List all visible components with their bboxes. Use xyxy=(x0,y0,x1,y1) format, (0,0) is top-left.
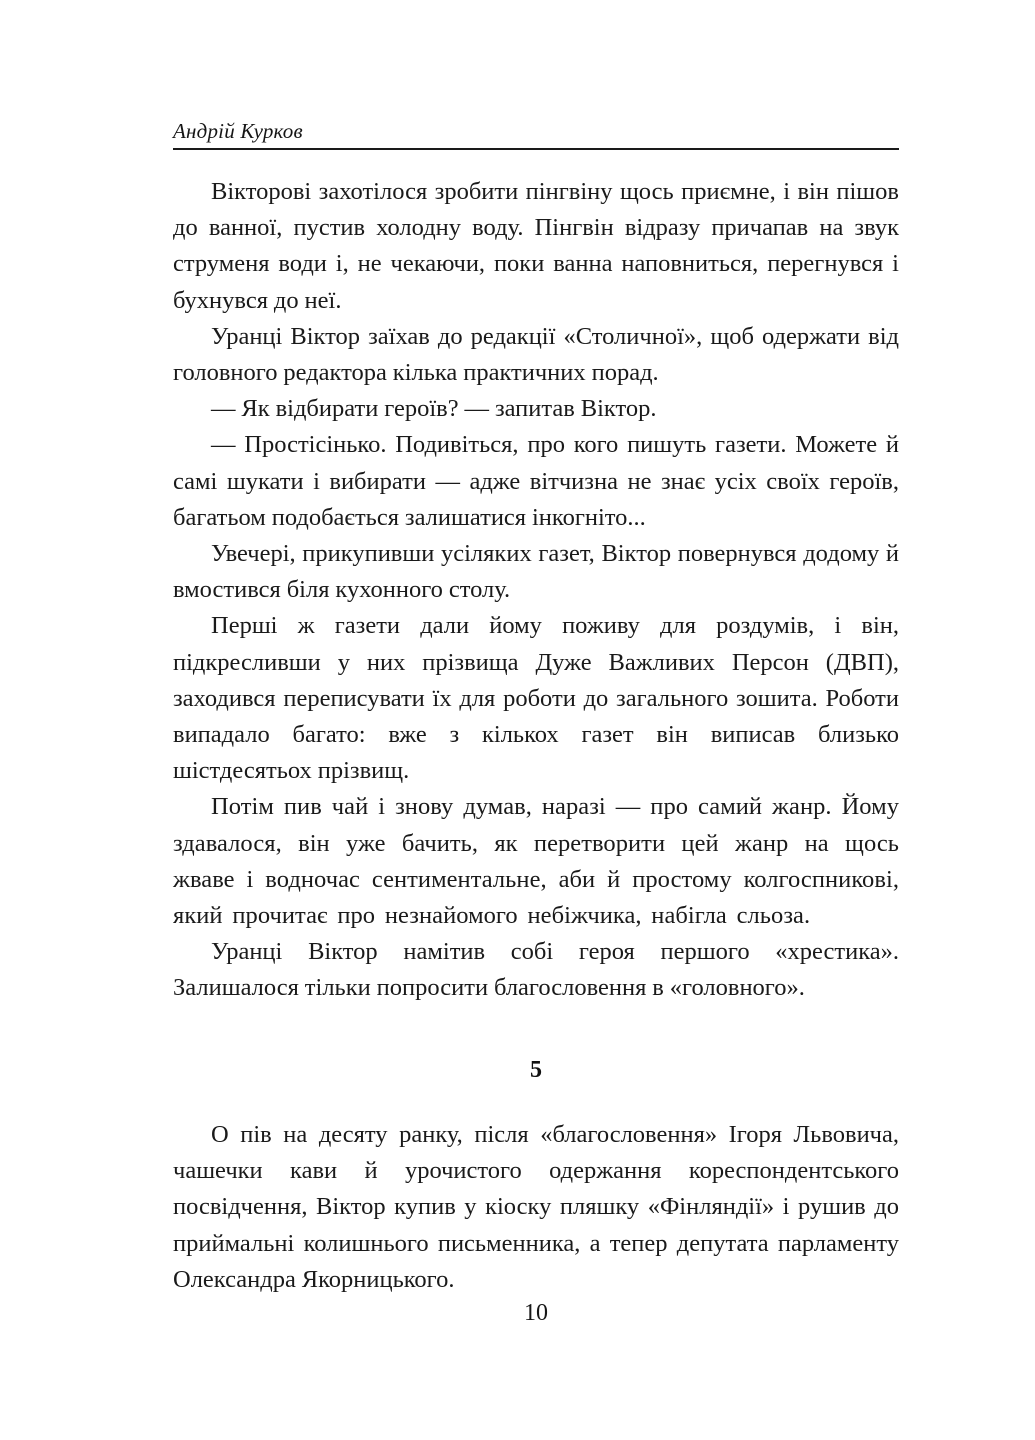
closing-text-block xyxy=(173,1117,899,1298)
page-number: 10 xyxy=(524,1300,548,1326)
running-head xyxy=(173,118,899,150)
paragraph: Потім пив чай і знову думав, наразі — про самий жанр. Йому здавалося, він уже бачить, як перетворити цей жанр на щось жваве і водночас сентиментальне, аби й простому колгоспникові, який прочитає про незнайомого небіжчика, набігла сльоза. xyxy=(173,793,899,930)
dialogue-line: — Простісінько. Подивіться, про кого пишуть газети. Можете й самі шукати і вибирати — адже вітчизна не знає усіх своїх героїв, багатьом подобається залишатися інкогніто... xyxy=(173,431,899,531)
running-head-rule xyxy=(173,148,899,150)
paragraph: Уранці Віктор заїхав до редакції «Столичної», щоб одержати від головного редактора кілька практичних порад. xyxy=(173,322,899,387)
paragraph: Увечері, прикупивши усіляких газет, Віктор повернувся додому й вмостився біля кухонного столу. xyxy=(173,540,899,604)
body-text-block xyxy=(173,174,899,1007)
paragraph: О пів на десяту ранку, після «благословення» Ігоря Львовича, чашечки кави й урочистого одержання кореспондентського посвідчення, Віктор купив у кіоску пляшку «Фінляндії» і рушив до приймальні колишнього письменника, а тепер депутата парламенту Олександра Якорницького. xyxy=(173,1121,899,1293)
chapter-number: 5 xyxy=(530,1057,542,1083)
paragraph: Перші ж газети дали йому поживу для роздумів, і він, підкресливши у них прізвища Дуже Важливих Персон (ДВП), заходився переписувати їх для роботи до загального зошита. Роботи випадало багато: вже з кількох газет він виписав близько шістдесятьох прізвищ. xyxy=(173,612,899,785)
page-content-column xyxy=(173,0,899,1440)
running-head-author: Андрій Курков xyxy=(173,119,303,143)
paragraph: Уранці Віктор намітив собі героя першого «хрестика». Залишалося тільки попросити благословення в «головного». xyxy=(173,938,899,1002)
dialogue-line: — Як відбирати героїв? — запитав Віктор. xyxy=(211,395,657,423)
paragraph: Вікторові захотілося зробити пінгвіну щось приємне, і він пішов до ванної, пустив холодну воду. Пінгвін відразу причапав на звук струменя води і, не чекаючи, поки ванна наповниться, перегнувся і бухнувся до неї. xyxy=(173,178,899,314)
